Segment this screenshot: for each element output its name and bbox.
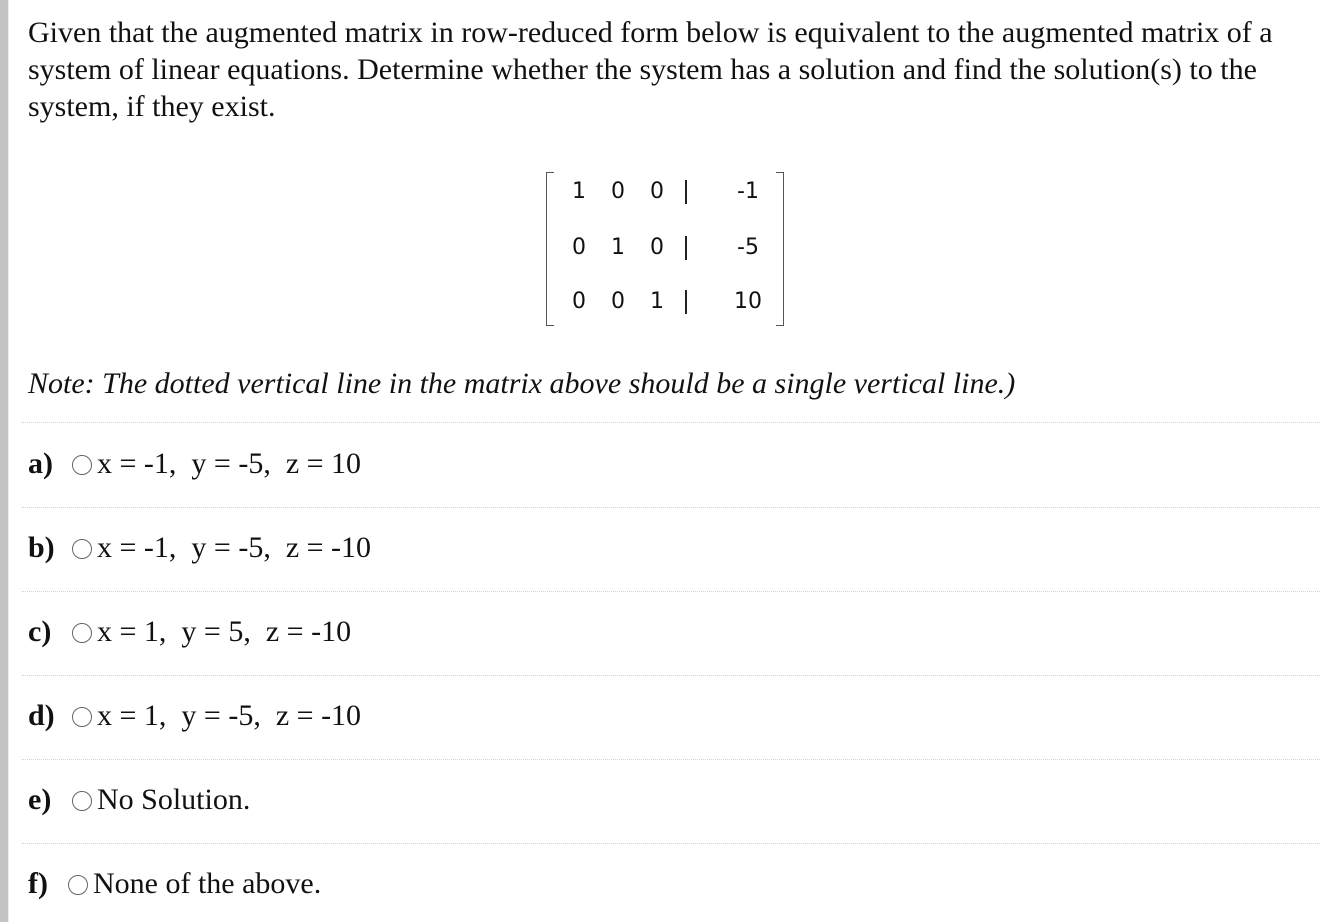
option-text: None of the above.: [93, 867, 322, 900]
matrix-row-1: [546, 177, 784, 207]
option-e[interactable]: [28, 778, 250, 822]
divider: [22, 759, 1320, 760]
matrix-rhs-cell: -1: [737, 179, 759, 204]
matrix-row-2: [546, 233, 784, 263]
option-text: x = 1, y = 5, z = -10: [97, 615, 352, 648]
matrix-row-3: [546, 287, 784, 317]
matrix-cell: 1: [611, 235, 625, 260]
matrix-separator: [685, 236, 687, 260]
matrix-rhs-cell: 10: [734, 289, 762, 314]
option-letter: d): [28, 699, 55, 732]
option-f[interactable]: [28, 862, 321, 906]
option-letter: b): [28, 531, 55, 564]
left-border-rule: [0, 0, 8, 922]
radio-button-d[interactable]: [72, 707, 92, 727]
divider: [22, 507, 1320, 508]
matrix-cell: 1: [650, 289, 664, 314]
option-b[interactable]: [28, 526, 371, 570]
matrix-cell: 0: [611, 289, 625, 314]
radio-button-b[interactable]: [72, 539, 92, 559]
divider: [22, 843, 1320, 844]
option-letter: f): [28, 867, 48, 900]
matrix-separator: [685, 180, 687, 204]
option-text: x = -1, y = -5, z = 10: [97, 447, 362, 480]
option-a[interactable]: [28, 442, 361, 486]
matrix-cell: 0: [650, 179, 664, 204]
radio-button-a[interactable]: [72, 455, 92, 475]
option-d[interactable]: [28, 694, 361, 738]
question-text: Given that the augmented matrix in row-reduced form below is equivalent to the augmented matrix of a system of linear equations. Determine whether the system has a solution and find the solution(s) to the system, if they exist.: [28, 16, 1273, 123]
matrix-cell: 0: [572, 235, 586, 260]
option-letter: a): [28, 447, 53, 480]
radio-button-f[interactable]: [68, 875, 88, 895]
matrix-cell: 0: [572, 289, 586, 314]
divider: [22, 591, 1320, 592]
note-text: Note: The dotted vertical line in the matrix above should be a single vertical line.): [28, 367, 1016, 400]
matrix-cell: 0: [611, 179, 625, 204]
option-text: x = 1, y = -5, z = -10: [97, 699, 362, 732]
matrix-rhs-cell: -5: [737, 235, 759, 260]
option-letter: c): [28, 615, 52, 648]
matrix-cell: 0: [650, 235, 664, 260]
augmented-matrix: [546, 170, 784, 328]
option-letter: e): [28, 783, 52, 816]
option-text: x = -1, y = -5, z = -10: [97, 531, 372, 564]
radio-button-c[interactable]: [72, 623, 92, 643]
matrix-cell: 1: [572, 179, 586, 204]
divider: [22, 675, 1320, 676]
option-c[interactable]: [28, 610, 351, 654]
radio-button-e[interactable]: [72, 791, 92, 811]
matrix-separator: [685, 290, 687, 314]
divider: [22, 422, 1320, 423]
option-text: No Solution.: [97, 783, 251, 816]
